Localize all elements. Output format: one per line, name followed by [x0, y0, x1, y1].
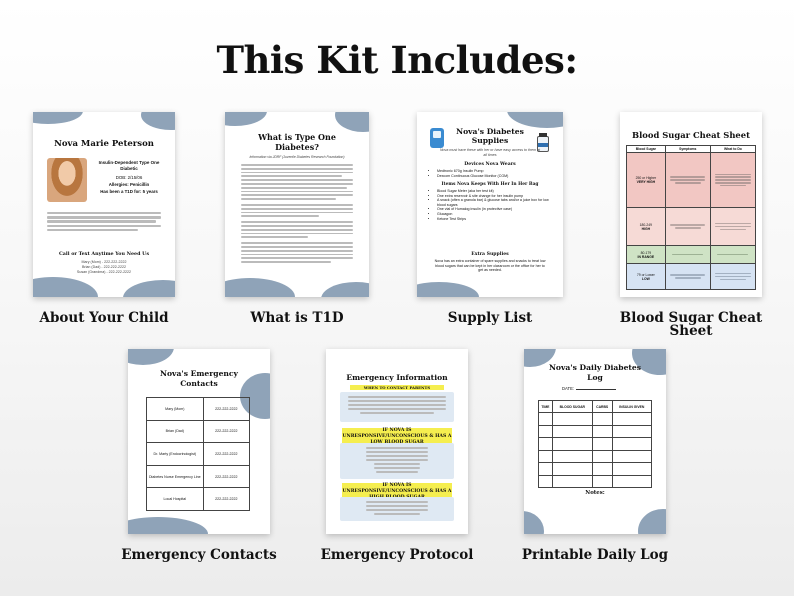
table-row: Brian (Dad) 222-222-2222 — [147, 420, 250, 443]
child-dob: DOB: 2/15/06 — [115, 175, 143, 180]
cheat-title: Blood Sugar Cheat Sheet — [632, 130, 750, 140]
caption-emergency-contacts: Emergency Contacts — [121, 547, 277, 563]
supply-extra-text: Nova has an extra container of spare supplies and snacks to treat low blood sugars that can be kept in her classroom or the office for her to get as needed. — [434, 259, 546, 273]
table-row: Mary (Mom) 222-222-2222 — [147, 398, 250, 421]
table-row — [539, 450, 652, 463]
list-item: • One extra reservoir & site change for her insulin pump — [437, 194, 555, 199]
child-condition: Insulin-Dependent Type One Diabetic — [98, 160, 160, 171]
contact-line: Mary (Mom) - 222-222-2222 — [81, 260, 127, 264]
caption-blood-sugar-cheat-sheet: Blood Sugar Cheat Sheet — [619, 310, 763, 339]
table-header: Blood Sugar — [627, 146, 666, 153]
list-item: • Glucagon — [437, 212, 555, 217]
log-date: DATE: — [562, 386, 616, 391]
card-about-your-child — [33, 112, 175, 297]
contact-title: Call or Text Anytime You Need Us — [58, 251, 150, 257]
card-emergency-protocol — [326, 349, 468, 534]
caption-what-is-t1d: What is T1D — [250, 310, 344, 326]
caption-about-your-child: About Your Child — [39, 310, 169, 326]
card-daily-log — [524, 349, 666, 534]
table-row: Diabetes Nurse Emergency Line 222-222-2222 — [147, 465, 250, 488]
supply-intro: Nova must have these with her or have easy access to them at all times — [439, 148, 541, 157]
supply-bag-list — [431, 189, 555, 221]
supply-title: Nova's Diabetes Supplies — [456, 127, 524, 145]
child-name: Nova Marie Peterson — [54, 139, 154, 149]
table-row: 80-179 IN RANGE — [627, 246, 756, 264]
log-table — [538, 400, 652, 488]
table-header: CARBS — [592, 401, 612, 413]
list-item: • Ketone Test Strips — [437, 217, 555, 222]
table-row — [539, 475, 652, 488]
supply-wears-list — [431, 169, 555, 179]
list-item: • Medtronic 670g Insulin Pump — [437, 169, 555, 174]
list-item: • A snack (often a granola bar) & glucose tabs and/or a juice box for low blood sugars — [437, 198, 555, 207]
list-item: • Dexcom Continuous Glucose Monitor (CGM) — [437, 174, 555, 179]
table-header: TIME — [539, 401, 553, 413]
table-row — [539, 438, 652, 451]
table-header: INSULIN GIVEN — [612, 401, 651, 413]
table-row: Local Hospital 222-222-2222 — [147, 488, 250, 511]
table-row — [539, 425, 652, 438]
contacts-title: Nova's Emergency Contacts — [160, 369, 238, 388]
table-row: 180-249 HIGH — [627, 208, 756, 246]
card-what-is-t1d — [225, 112, 369, 297]
contact-line: Susan (Grandma) - 222-222-2222 — [76, 270, 132, 274]
card-blood-sugar-cheat-sheet — [620, 112, 762, 297]
card-supply-list — [417, 112, 563, 297]
protocol-low-box — [340, 443, 454, 479]
t1d-subtitle: Information via JDRF (Juvenile Diabetes Research Foundation) — [249, 155, 345, 159]
t1d-body — [241, 164, 353, 263]
table-header: BLOOD SUGAR — [552, 401, 592, 413]
table-header: Symptoms — [665, 146, 710, 153]
contacts-table — [146, 397, 250, 511]
supply-bag-title: Items Nova Keeps With Her In Her Bag — [441, 182, 539, 187]
table-row: 79 or Lower LOW — [627, 264, 756, 290]
table-row — [539, 463, 652, 476]
protocol-when-box — [340, 392, 454, 422]
caption-daily-log: Printable Daily Log — [521, 547, 669, 563]
list-item: • One vial of Humalog insulin (in protective case) — [437, 207, 555, 212]
protocol-when: WHEN TO CONTACT PARENTS — [350, 385, 444, 390]
table-row: 250 or Higher VERY HIGH — [627, 153, 756, 208]
table-row: Dr. Marty (Endocrinologist) 222-222-2222 — [147, 443, 250, 466]
protocol-high-box — [340, 497, 454, 521]
headline: This Kit Includes: — [216, 38, 578, 82]
child-photo — [47, 158, 87, 202]
supply-wears-title: Devices Nova Wears — [464, 162, 516, 167]
contact-line: Brian (Dad) - 222-222-2222 — [82, 265, 126, 269]
child-since: Has been a T1D for: 5 years — [100, 189, 158, 194]
cheat-table — [626, 145, 756, 290]
protocol-low: IF NOVA IS UNRESPONSIVE/UNCONSCIOUS & HAS A — [342, 428, 452, 446]
card-emergency-contacts — [128, 349, 270, 534]
list-item: • Blood Sugar Meter (aka her test kit) — [437, 189, 555, 194]
caption-supply-list: Supply List — [447, 310, 533, 326]
table-row — [539, 413, 652, 426]
caption-emergency-protocol: Emergency Protocol — [320, 547, 474, 563]
table-header: What to Do — [710, 146, 755, 153]
child-story — [47, 212, 161, 233]
log-notes-label: Notes: — [585, 490, 605, 496]
child-allergies: Allergies: Penicillin — [108, 182, 150, 187]
protocol-high: IF NOVA IS UNRESPONSIVE/UNCONSCIOUS & HAS A — [342, 483, 452, 501]
supply-extra-title: Extra Supplies — [471, 252, 509, 257]
t1d-title: What is Type One Diabetes? — [258, 132, 336, 152]
log-title: Nova's Daily Diabetes Log — [548, 363, 642, 382]
protocol-title: Emergency Information — [346, 373, 448, 382]
glucose-meter-icon — [430, 128, 444, 148]
